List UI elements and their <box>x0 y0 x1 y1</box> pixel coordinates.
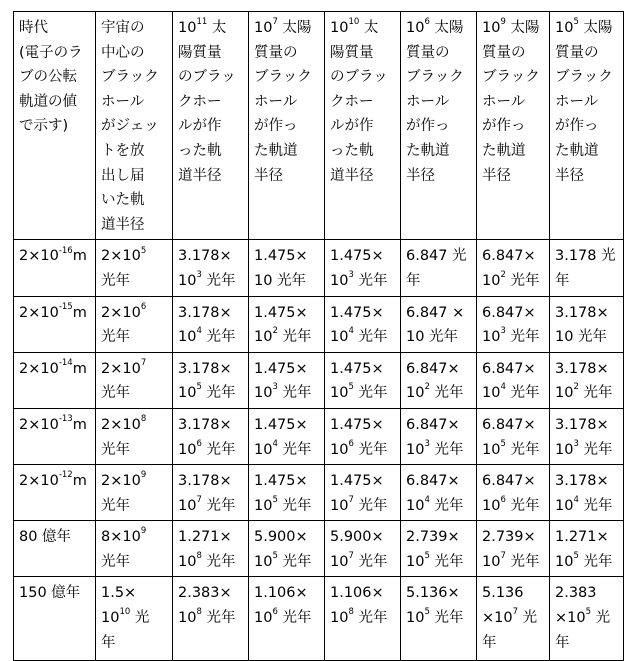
superscript: 5 <box>196 382 202 393</box>
radius-cell: 1.475× $10^7$ 光年 <box>325 465 401 521</box>
radius-cell: 3.178× $10^7$ 光年 <box>173 465 249 521</box>
radius-cell: 1.475× 10 光年 <box>249 240 325 296</box>
superscript: -16 <box>58 245 73 256</box>
superscript: 4 <box>272 438 278 449</box>
superscript: 7 <box>196 494 202 505</box>
superscript: 4 <box>196 326 202 337</box>
superscript: 5 <box>272 551 278 562</box>
header-cell: 宇宙の 中心の ブラック ホール がジェッ トを放 出し届 いた軌 道半径 <box>96 12 173 240</box>
radius-cell: 1.475× $10^4$ 光年 <box>249 408 325 464</box>
radius-cell: 3.178× $10^6$ 光年 <box>173 408 249 464</box>
radius-cell: 1.475× $10^3$ 光年 <box>249 352 325 408</box>
header-cell: 時代 (電子のラ ブの公転 軌道の値 で示す) <box>14 12 96 240</box>
radius-cell: 3.178 光 年 <box>550 240 624 296</box>
radius-cell: 3.178× $10^4$ 光年 <box>173 296 249 352</box>
table-body <box>14 12 624 661</box>
superscript: 6 <box>424 17 430 28</box>
radius-cell: 6.847× $10^4$ 光年 <box>401 465 477 521</box>
radius-cell: $2\times 10^5$ 光年 <box>96 240 173 296</box>
superscript: 5 <box>573 551 579 562</box>
radius-cell: 5.136 $\times 10^7$ 光 年 <box>477 577 550 661</box>
superscript: 7 <box>500 551 506 562</box>
radius-cell: $2\times 10^9$ 光年 <box>96 465 173 521</box>
radius-cell: 1.106× $10^8$ 光年 <box>325 577 401 661</box>
table-row <box>14 408 624 464</box>
superscript: 4 <box>500 382 506 393</box>
superscript: 6 <box>140 301 147 312</box>
superscript: 8 <box>348 607 354 618</box>
superscript: 9 <box>140 526 147 537</box>
superscript: 3 <box>272 382 278 393</box>
header-cell: $10^{10}$ 太 陽質量 のブラッ クホー ルが作 った軌 道半径 <box>325 12 401 240</box>
era-cell: $2\times 10^{-14}m$ <box>14 352 96 408</box>
superscript: 2 <box>424 382 430 393</box>
radius-cell: 3.178× $10^4$ 光年 <box>550 465 624 521</box>
radius-cell: 6.847× $10^3$ 光年 <box>401 408 477 464</box>
superscript: 3 <box>573 438 579 449</box>
superscript: 9 <box>500 17 506 28</box>
superscript: 3 <box>196 270 202 281</box>
radius-cell: 1.475× $10^5$ 光年 <box>249 465 325 521</box>
superscript: 7 <box>348 551 354 562</box>
superscript: 6 <box>272 607 278 618</box>
header-row <box>14 12 624 240</box>
radius-cell: 1.271× $10^5$ 光年 <box>550 521 624 577</box>
header-cell: $10^6$ 太陽 質量の ブラック ホール が作っ た軌道 半径 <box>401 12 477 240</box>
superscript: -12 <box>58 470 73 481</box>
radius-cell: $2\times 10^7$ 光年 <box>96 352 173 408</box>
radius-cell: 5.900× $10^5$ 光年 <box>249 521 325 577</box>
table-row <box>14 240 624 296</box>
superscript: 8 <box>196 607 202 618</box>
radius-cell: 5.136× $10^5$ 光年 <box>401 577 477 661</box>
radius-cell: 2.383 $\times 10^5$ 光 年 <box>550 577 624 661</box>
superscript: 2 <box>500 270 506 281</box>
radius-cell: 6.847× $10^2$ 光年 <box>477 240 550 296</box>
table-row <box>14 521 624 577</box>
radius-cell: 6.847× $10^6$ 光年 <box>477 465 550 521</box>
era-cell: $2\times 10^{-13}m$ <box>14 408 96 464</box>
superscript: -15 <box>58 301 73 312</box>
radius-cell: 1.475× $10^4$ 光年 <box>325 296 401 352</box>
radius-cell: 2.383× $10^8$ 光年 <box>173 577 249 661</box>
radius-cell: 3.178× $10^3$ 光年 <box>550 408 624 464</box>
radius-cell: $2\times 10^8$ 光年 <box>96 408 173 464</box>
superscript: 4 <box>424 494 430 505</box>
superscript: 3 <box>424 438 430 449</box>
header-cell: $10^7$ 太陽 質量の ブラック ホール が作っ た軌道 半径 <box>249 12 325 240</box>
era-cell: $2\times 10^{-12}m$ <box>14 465 96 521</box>
radius-cell: 6.847× $10^4$ 光年 <box>477 352 550 408</box>
superscript: 7 <box>140 357 147 368</box>
superscript: 7 <box>348 494 354 505</box>
radius-cell: 3.178× $10^5$ 光年 <box>173 352 249 408</box>
radius-cell: 3.178× $10^2$ 光年 <box>550 352 624 408</box>
superscript: 6 <box>348 438 354 449</box>
superscript: -14 <box>58 357 73 368</box>
superscript: 4 <box>573 494 579 505</box>
era-cell: $2\times 10^{-16}m$ <box>14 240 96 296</box>
superscript: 4 <box>348 326 354 337</box>
superscript: 3 <box>500 326 506 337</box>
superscript: 5 <box>348 382 354 393</box>
radius-cell: 2.739× $10^7$ 光年 <box>477 521 550 577</box>
superscript: 9 <box>140 470 147 481</box>
era-cell: 150 億年 <box>14 577 96 661</box>
radius-cell: 6.847 光 年 <box>401 240 477 296</box>
table-row <box>14 577 624 661</box>
radius-cell: 6.847 × 10 光年 <box>401 296 477 352</box>
superscript: 5 <box>424 551 430 562</box>
data-table <box>13 11 624 661</box>
superscript: 3 <box>348 270 354 281</box>
radius-cell: 2.739× $10^5$ 光年 <box>401 521 477 577</box>
superscript: 5 <box>500 438 506 449</box>
radius-cell: 6.847× $10^5$ 光年 <box>477 408 550 464</box>
header-cell: $10^{11}$ 太 陽質量 のブラッ クホー ルが作 った軌 道半径 <box>173 12 249 240</box>
radius-cell: 3.178× $10^3$ 光年 <box>173 240 249 296</box>
superscript: 5 <box>585 607 592 618</box>
table-row <box>14 465 624 521</box>
superscript: 5 <box>272 494 278 505</box>
superscript: 2 <box>272 326 278 337</box>
table-row <box>14 352 624 408</box>
radius-cell: 3.178× 10 光年 <box>550 296 624 352</box>
radius-cell: 1.475× $10^3$ 光年 <box>325 240 401 296</box>
superscript: 11 <box>196 17 208 28</box>
era-cell: 80 億年 <box>14 521 96 577</box>
table-container <box>13 11 623 651</box>
radius-cell: 1.475× $10^2$ 光年 <box>249 296 325 352</box>
radius-cell: 1.475× $10^5$ 光年 <box>325 352 401 408</box>
radius-cell: 6.847× $10^3$ 光年 <box>477 296 550 352</box>
radius-cell: 1.475× $10^6$ 光年 <box>325 408 401 464</box>
radius-cell: 6.847× $10^2$ 光年 <box>401 352 477 408</box>
superscript: 6 <box>196 438 202 449</box>
superscript: 8 <box>196 551 202 562</box>
superscript: 8 <box>140 414 147 425</box>
superscript: 10 <box>119 607 131 618</box>
era-cell: $2\times 10^{-15}m$ <box>14 296 96 352</box>
superscript: 5 <box>424 607 430 618</box>
superscript: 6 <box>500 494 506 505</box>
superscript: 5 <box>573 17 579 28</box>
radius-cell: 5.900× $10^7$ 光年 <box>325 521 401 577</box>
superscript: 5 <box>140 245 147 256</box>
radius-cell: $2\times 10^6$ 光年 <box>96 296 173 352</box>
radius-cell: 1.5× $10^{10}$ 光 年 <box>96 577 173 661</box>
radius-cell: 1.106× $10^6$ 光年 <box>249 577 325 661</box>
table-row <box>14 296 624 352</box>
header-cell: $10^5$ 太陽 質量の ブラック ホール が作っ た軌道 半径 <box>550 12 624 240</box>
radius-cell: 1.271× $10^8$ 光年 <box>173 521 249 577</box>
superscript: 7 <box>512 607 519 618</box>
superscript: 10 <box>348 17 360 28</box>
radius-cell: $8\times 10^9$ 光年 <box>96 521 173 577</box>
superscript: -13 <box>58 414 73 425</box>
superscript: 7 <box>272 17 278 28</box>
header-cell: $10^9$ 太陽 質量の ブラック ホール が作っ た軌道 半径 <box>477 12 550 240</box>
superscript: 2 <box>573 382 579 393</box>
